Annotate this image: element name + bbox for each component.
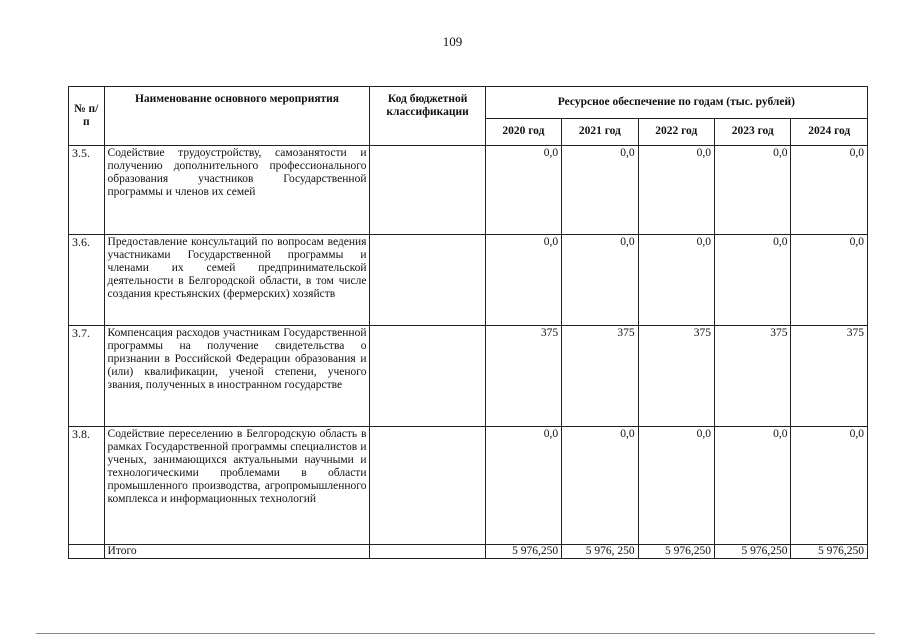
value-cell: 0,0: [715, 146, 791, 235]
header-row: [69, 87, 868, 119]
budget-code: [370, 427, 485, 545]
value-cell: 375: [638, 326, 714, 427]
value-cell: 375: [485, 326, 561, 427]
total-label: Итого: [104, 545, 370, 559]
value-cell: 375: [791, 326, 868, 427]
value-cell: 0,0: [485, 235, 561, 326]
total-value: 5 976,250: [791, 545, 868, 559]
table-row: [69, 427, 868, 545]
value-cell: 0,0: [638, 427, 714, 545]
row-number: 3.6.: [69, 235, 105, 326]
table-row: [69, 326, 868, 427]
activity-name: Содействие трудоустройству, самозанятости и получению дополнительного профессионального образования участников Государственной программы и членов их семей: [104, 146, 370, 235]
value-cell: 0,0: [791, 146, 868, 235]
value-cell: 0,0: [562, 146, 638, 235]
value-cell: 0,0: [791, 427, 868, 545]
total-value: 5 976, 250: [562, 545, 638, 559]
total-value: 5 976,250: [715, 545, 791, 559]
value-cell: 0,0: [715, 427, 791, 545]
value-cell: 375: [715, 326, 791, 427]
header-code: Код бюджетной классификации: [370, 87, 485, 146]
header-year: 2023 год: [715, 118, 791, 145]
total-code: [370, 545, 485, 559]
row-number: 3.5.: [69, 146, 105, 235]
table-row: [69, 235, 868, 326]
row-number: 3.8.: [69, 427, 105, 545]
value-cell: 0,0: [485, 146, 561, 235]
activity-name: Предоставление консультаций по вопросам ведения участниками Государственной программы и членами их семей предпринимательской деятельности в Белгородской области, в том числе создания крестьянских (фермерских) хозяйств: [104, 235, 370, 326]
value-cell: 0,0: [791, 235, 868, 326]
header-name: Наименование основного мероприятия: [104, 87, 370, 146]
value-cell: 0,0: [562, 235, 638, 326]
value-cell: 0,0: [638, 235, 714, 326]
budget-code: [370, 326, 485, 427]
budget-table: [68, 86, 868, 559]
value-cell: 0,0: [638, 146, 714, 235]
table-row: [69, 146, 868, 235]
value-cell: 0,0: [562, 427, 638, 545]
header-year: 2021 год: [562, 118, 638, 145]
value-cell: 375: [562, 326, 638, 427]
value-cell: 0,0: [485, 427, 561, 545]
header-year: 2022 год: [638, 118, 714, 145]
budget-code: [370, 146, 485, 235]
header-resources: Ресурсное обеспечение по годам (тыс. рублей): [485, 87, 867, 119]
page-bottom-edge: [36, 633, 875, 634]
activity-name: Содействие переселению в Белгородскую область в рамках Государственной программы специалистов и ученых, занимающихся актуальными научными и технологическими проблемами в области промышленного производства, агропромышленного комплекса и информационных технологий: [104, 427, 370, 545]
total-row: [69, 545, 868, 559]
budget-code: [370, 235, 485, 326]
total-value: 5 976,250: [485, 545, 561, 559]
total-num: [69, 545, 105, 559]
value-cell: 0,0: [715, 235, 791, 326]
header-year: 2024 год: [791, 118, 868, 145]
total-value: 5 976,250: [638, 545, 714, 559]
row-number: 3.7.: [69, 326, 105, 427]
header-num: № п/п: [69, 87, 105, 146]
page-number: 109: [442, 34, 463, 49]
activity-name: Компенсация расходов участникам Государственной программы на получение свидетельства о признании в Российской Федерации образования и (или) квалификации, ученой степени, ученого звания, полученных в иностранном государстве: [104, 326, 370, 427]
header-year: 2020 год: [485, 118, 561, 145]
